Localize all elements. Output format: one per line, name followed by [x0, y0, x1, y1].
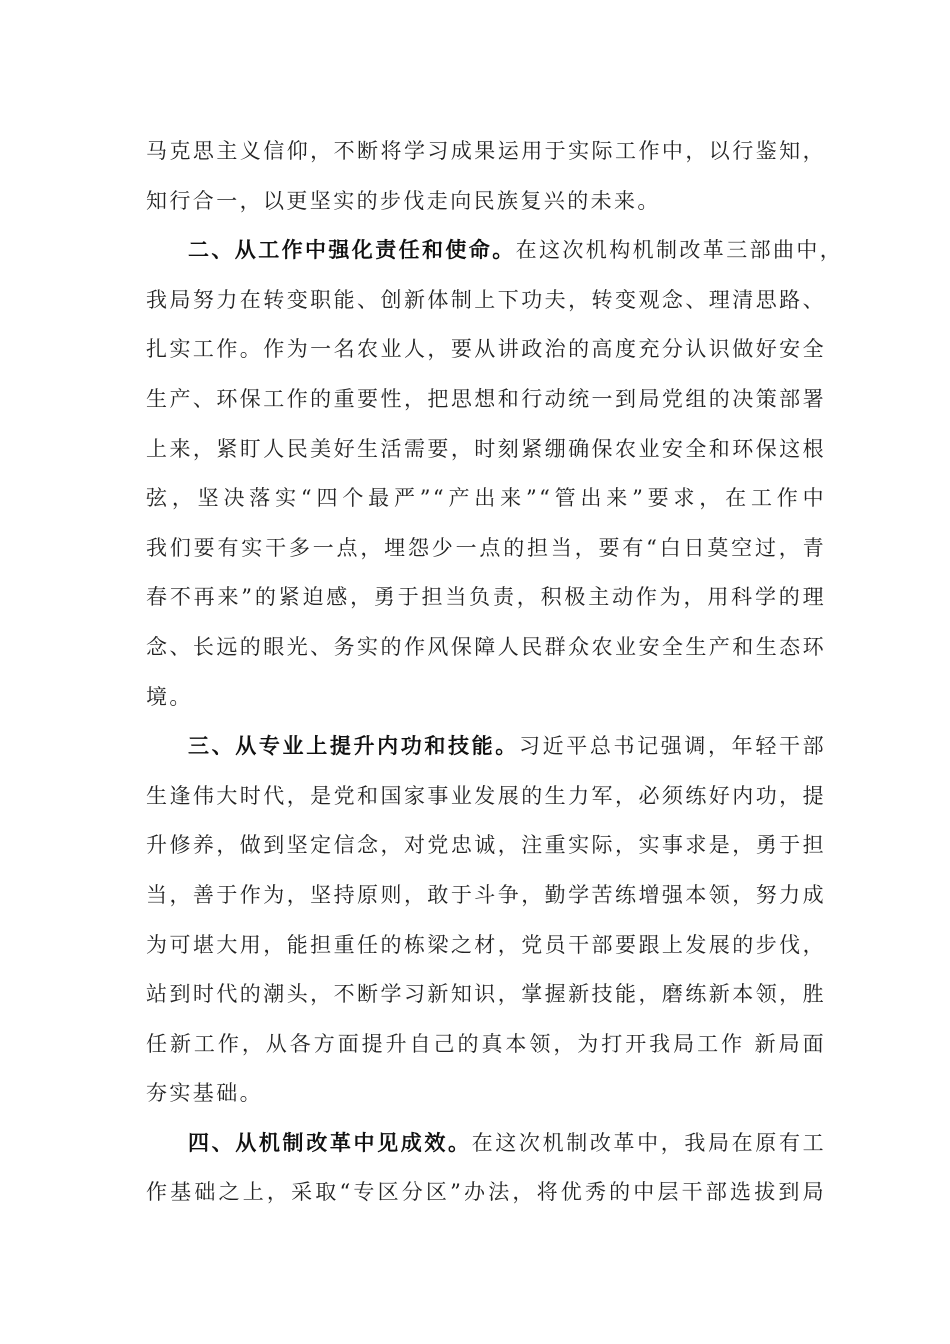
text-line: 任新工作，从各方面提升自己的真本领，为打开我局工作 新局面 — [146, 1031, 826, 1056]
text-line: 为可堪大用，能担重任的栋梁之材，党员干部要跟上发展的步伐， — [146, 932, 826, 957]
text-line: 生产、环保工作的重要性，把思想和行动统一到局党组的决策部署 — [146, 386, 826, 411]
text-line: 夯实基础。 — [146, 1081, 263, 1106]
text-run: 在这次机构机制改革三部曲中， — [515, 238, 844, 263]
text-line: 作基础之上，采取“专区分区”办法，将优秀的中层干部选拔到局 — [146, 1180, 826, 1205]
paragraph-first-line — [146, 1119, 826, 1169]
text-line: 站到时代的潮头，不断学习新知识，掌握新技能，磨练新本领，胜 — [146, 982, 826, 1007]
text-run: 习近平总书记强调，年轻干部 — [518, 734, 826, 759]
text-line: 知行合一，以更坚实的步伐走向民族复兴的未来。 — [146, 188, 661, 213]
text-line: 弦，坚决落实“四个最严”“产出来”“管出来”要求，在工作中 — [146, 486, 826, 511]
text-line: 扎实工作。作为一名农业人，要从讲政治的高度充分认识做好安全 — [146, 337, 826, 362]
section-heading: 三、从专业上提升内功和技能。 — [188, 734, 519, 759]
text-line: 念、长远的眼光、务实的作风保障人民群众农业安全生产和生态环 — [146, 634, 826, 659]
text-line: 春不再来”的紧迫感，勇于担当负责，积极主动作为，用科学的理 — [146, 585, 826, 610]
text-line: 我们要有实干多一点，埋怨少一点的担当，要有“白日莫空过，青 — [146, 535, 826, 560]
section-heading: 二、从工作中强化责任和使命。 — [188, 238, 516, 263]
document-body — [146, 127, 844, 1218]
section-heading: 四、从机制改革中见成效。 — [188, 1130, 472, 1155]
text-line: 生逢伟大时代，是党和国家事业发展的生力军，必须练好内功，提 — [146, 783, 826, 808]
text-line: 上来，紧盯人民美好生活需要，时刻紧绷确保农业安全和环保这根 — [146, 436, 826, 461]
paragraph-first-line — [146, 226, 844, 276]
text-run: 在这次机制改革中，我局在原有工 — [471, 1130, 826, 1155]
text-line: 升修养，做到坚定信念，对党忠诚，注重实际，实事求是，勇于担 — [146, 833, 826, 858]
paragraph-first-line — [146, 722, 826, 772]
text-line: 境。 — [146, 684, 193, 709]
text-line: 我局努力在转变职能、创新体制上下功夫，转变观念、理清思路、 — [146, 287, 826, 312]
text-line: 马克思主义信仰，不断将学习成果运用于实际工作中，以行鉴知， — [146, 139, 826, 163]
text-line: 当，善于作为，坚持原则，敢于斗争，勤学苦练增强本领，努力成 — [146, 882, 826, 907]
